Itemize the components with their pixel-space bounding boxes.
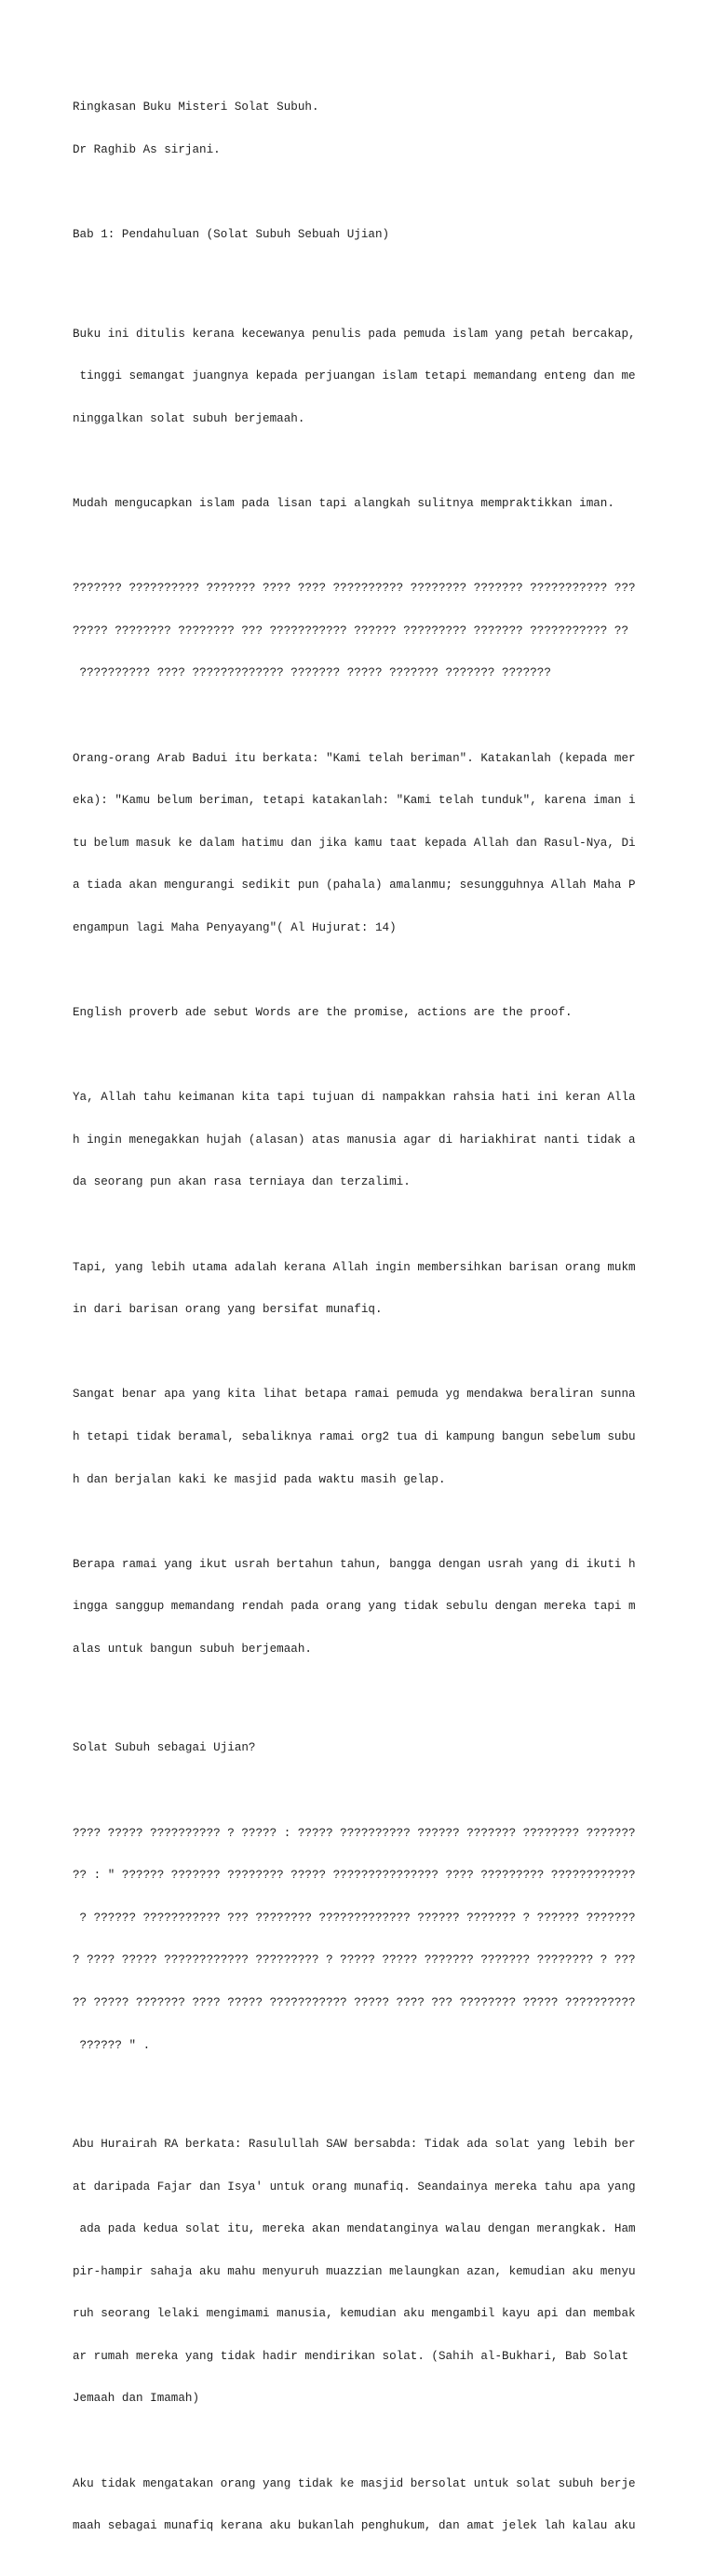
paragraph-line: h dan berjalan kaki ke masjid pada waktu masih gelap. — [73, 1472, 446, 1486]
paragraph-line: a tiada akan mengurangi sedikit pun (pahala) amalanmu; sesungguhnya Allah Maha P — [73, 879, 636, 892]
document-title-block — [73, 73, 706, 186]
paragraph-line: ???? ????? ?????????? ? ????? : ????? ?????????? ?????? ??????? ???????? ??????? — [73, 1826, 636, 1840]
paragraph — [73, 2449, 706, 2562]
paragraph-line: ??????? ?????????? ??????? ???? ???? ?????????? ???????? ??????? ??????????? ??? — [73, 582, 636, 596]
paragraph-line: eka): "Kamu belum beriman, tetapi katakanlah: "Kami telah tunduk", karena iman i — [73, 794, 636, 808]
paragraph-line: maah sebagai munafiq kerana aku bukanlah penghukum, dan amat jelek lah kalau aku — [73, 2519, 636, 2533]
paragraph-line: h ingin menegakkan hujah (alasan) atas manusia agar di hariakhirat nanti tidak a — [73, 1133, 636, 1147]
paragraph-line: ada pada kedua solat itu, mereka akan mendatanginya walau dengan merangkak. Ham — [73, 2222, 636, 2236]
verse-translation — [73, 723, 706, 963]
paragraph-line: Orang-orang Arab Badui itu berkata: "Kami telah beriman". Katakanlah (kepada mer — [73, 751, 636, 765]
paragraph-line: ? ?????? ??????????? ??? ???????? ????????????? ?????? ??????? ? ?????? ??????? — [73, 1911, 636, 1925]
paragraph-line: pir-hampir sahaja aku mahu menyuruh muazzian melaungkan azan, kemudian aku menyu — [73, 2264, 636, 2278]
section-heading: Solat Subuh sebagai Ujian? — [73, 1741, 256, 1755]
paragraph-line: ?????? " . — [73, 2038, 151, 2052]
paragraph-line: ingga sanggup memandang rendah pada orang yang tidak sebulu dengan mereka tapi m — [73, 1600, 636, 1614]
paragraph — [73, 469, 706, 540]
paragraph-line: Aku tidak mengatakan orang yang tidak ke masjid bersolat untuk solat subuh berje — [73, 2476, 636, 2490]
paragraph-line: engampun lagi Maha Penyayang"( Al Hujurat: 14) — [73, 920, 397, 934]
paragraph-line: Ya, Allah tahu keimanan kita tapi tujuan di nampakkan rahsia hati ini keran Alla — [73, 1091, 636, 1105]
paragraph — [73, 1529, 706, 1684]
section-heading-block — [73, 1713, 706, 1784]
unrendered-script-block — [73, 554, 706, 709]
chapter-heading: Bab 1: Pendahuluan (Solat Subuh Sebuah Ujian) — [73, 228, 390, 242]
paragraph-line: tu belum masuk ke dalam hatimu dan jika kamu taat kepada Allah dan Rasul-Nya, Di — [73, 836, 636, 850]
paragraph-line: in dari barisan orang yang bersifat munafiq. — [73, 1303, 383, 1317]
hadith-quote — [73, 2110, 706, 2435]
chapter-heading-block — [73, 200, 706, 271]
paragraph — [73, 978, 706, 1049]
paragraph-line: alas untuk bangun subuh berjemaah. — [73, 1642, 312, 1656]
paragraph — [73, 1360, 706, 1515]
paragraph-line: Tapi, yang lebih utama adalah kerana Allah ingin membersihkan barisan orang mukm — [73, 1260, 636, 1274]
paragraph-line: Abu Hurairah RA berkata: Rasulullah SAW bersabda: Tidak ada solat yang lebih ber — [73, 2137, 636, 2151]
document-author: Dr Raghib As sirjani. — [73, 143, 221, 156]
paragraph — [73, 1063, 706, 1218]
paragraph-line: ruh seorang lelaki mengimami manusia, kemudian aku mengambil kayu api dan membak — [73, 2307, 636, 2321]
paragraph-line: Jemaah dan Imamah) — [73, 2392, 200, 2406]
paragraph — [73, 299, 706, 454]
paragraph-line: Sangat benar apa yang kita lihat betapa ramai pemuda yg mendakwa beraliran sunna — [73, 1388, 636, 1402]
paragraph — [73, 1232, 706, 1346]
paragraph-line: ar rumah mereka yang tidak hadir mendirikan solat. (Sahih al-Bukhari, Bab Solat — [73, 2349, 629, 2363]
paragraph-line: at daripada Fajar dan Isya' untuk orang munafiq. Seandainya mereka tahu apa yang — [73, 2180, 636, 2194]
paragraph-line: Berapa ramai yang ikut usrah bertahun tahun, bangga dengan usrah yang di ikuti h — [73, 1557, 636, 1571]
paragraph-line: da seorang pun akan rasa terniaya dan terzalimi. — [73, 1175, 411, 1189]
paragraph-line: Buku ini ditulis kerana kecewanya penulis pada pemuda islam yang petah bercakap, — [73, 327, 636, 341]
paragraph-line: h tetapi tidak beramal, sebaliknya ramai org2 tua di kampung bangun sebelum subu — [73, 1430, 636, 1444]
paragraph-line: English proverb ade sebut Words are the promise, actions are the proof. — [73, 1006, 573, 1020]
paragraph-line: ?? ????? ??????? ???? ????? ??????????? ????? ???? ??? ???????? ????? ?????????? — [73, 1995, 636, 2009]
paragraph-line: ninggalkan solat subuh berjemaah. — [73, 411, 305, 425]
paragraph-line: Mudah mengucapkan islam pada lisan tapi alangkah sulitnya mempraktikkan iman. — [73, 496, 614, 510]
paragraph-line: ? ???? ????? ???????????? ????????? ? ????? ????? ??????? ??????? ???????? ? ??? — [73, 1953, 636, 1967]
document-body — [73, 73, 706, 2576]
paragraph-line: ????? ???????? ???????? ??? ??????????? ?????? ????????? ??????? ??????????? ?? — [73, 624, 629, 637]
paragraph-line: ?? : " ?????? ??????? ???????? ????? ??????????????? ???? ????????? ???????????? — [73, 1869, 636, 1883]
paragraph-line: ?????????? ???? ????????????? ??????? ????? ??????? ??????? ??????? — [73, 666, 551, 680]
paragraph-line: tinggi semangat juangnya kepada perjuangan islam tetapi memandang enteng dan me — [73, 369, 636, 383]
document-title: Ringkasan Buku Misteri Solat Subuh. — [73, 101, 319, 114]
unrendered-script-block — [73, 1798, 706, 2081]
